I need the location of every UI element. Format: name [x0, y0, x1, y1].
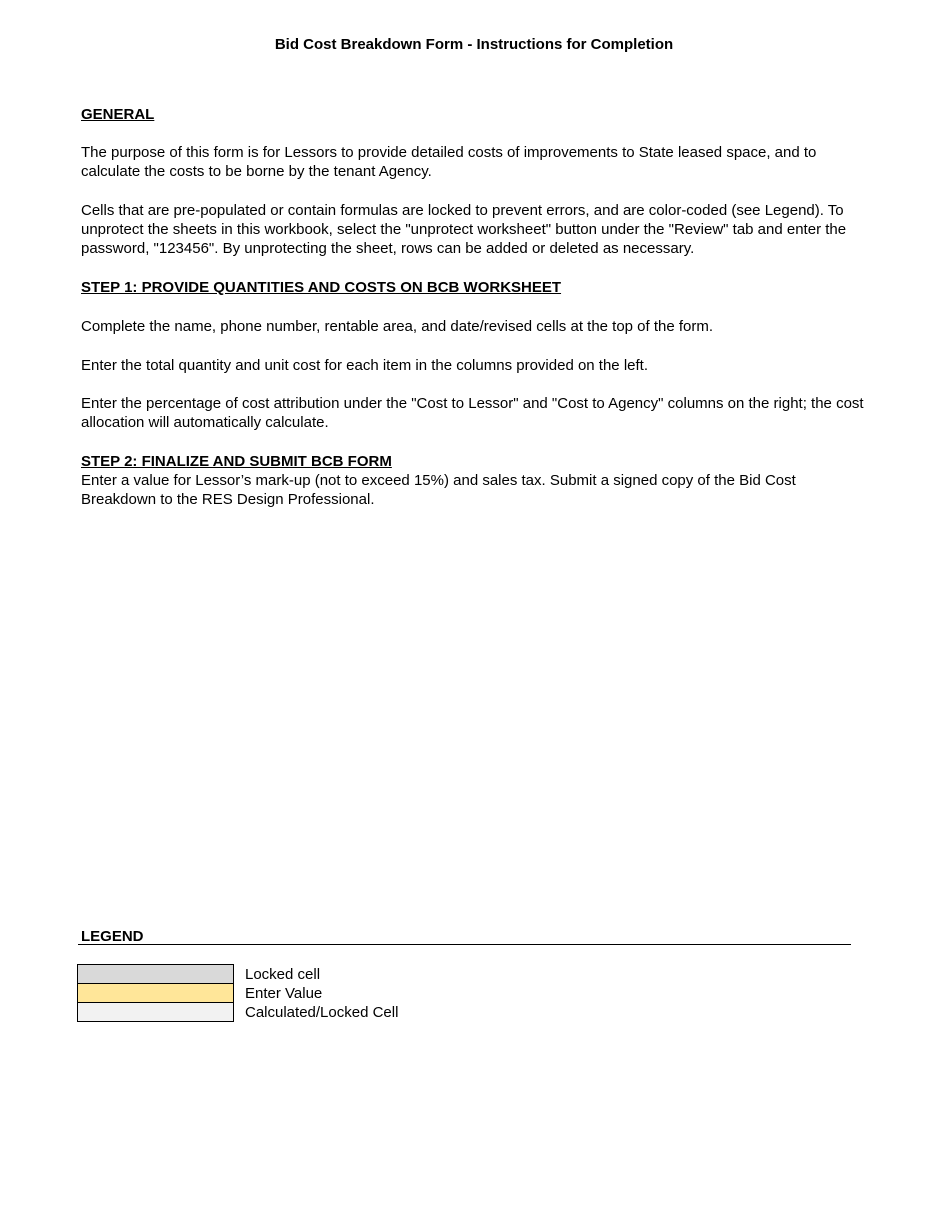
step1-heading: STEP 1: PROVIDE QUANTITIES AND COSTS ON BCB WORKSHEET [81, 279, 562, 296]
legend-swatch-calculated [78, 1003, 233, 1021]
step1-paragraph-header-cells: Complete the name, phone number, rentable area, and date/revised cells at the top of the form. [81, 318, 714, 335]
step2-heading: STEP 2: FINALIZE AND SUBMIT BCB FORM [81, 453, 392, 470]
legend-divider [78, 944, 851, 945]
general-paragraph-purpose: The purpose of this form is for Lessors to provide detailed costs of improvements to State leased space, and to calculate the costs to be borne by the tenant Agency. [81, 144, 817, 180]
legend-swatch-locked [78, 965, 233, 984]
legend-label-enter-value: Enter Value [245, 985, 323, 1002]
legend-label-calculated: Calculated/Locked Cell [245, 1004, 399, 1021]
general-heading: GENERAL [81, 106, 155, 123]
legend-swatch-enter-value [78, 984, 233, 1003]
step1-paragraph-quantity-cost: Enter the total quantity and unit cost for each item in the columns provided on the left. [81, 357, 648, 374]
legend-heading: LEGEND [81, 928, 144, 945]
general-paragraph-locked-cells: Cells that are pre-populated or contain formulas are locked to prevent errors, and are color-coded (see Legend). To unprotect the sheets in this workbook, select the "unprotect worksheet" button under the "Review" tab and enter the password, "123456". By unprotecting the sheet, rows can be added or deleted as necessary. [81, 202, 847, 257]
legend-swatches [77, 964, 234, 1022]
step2-paragraph-markup: Enter a value for Lessor’s mark-up (not to exceed 15%) and sales tax. Submit a signed copy of the Bid Cost Breakdown to the RES Design Professional. [81, 472, 796, 508]
step1-paragraph-cost-attribution: Enter the percentage of cost attribution under the "Cost to Lessor" and "Cost to Agency" columns on the right; the cost allocation will automatically calculate. [81, 395, 864, 431]
page-title: Bid Cost Breakdown Form - Instructions for Completion [274, 36, 674, 53]
legend-label-locked: Locked cell [245, 966, 321, 983]
